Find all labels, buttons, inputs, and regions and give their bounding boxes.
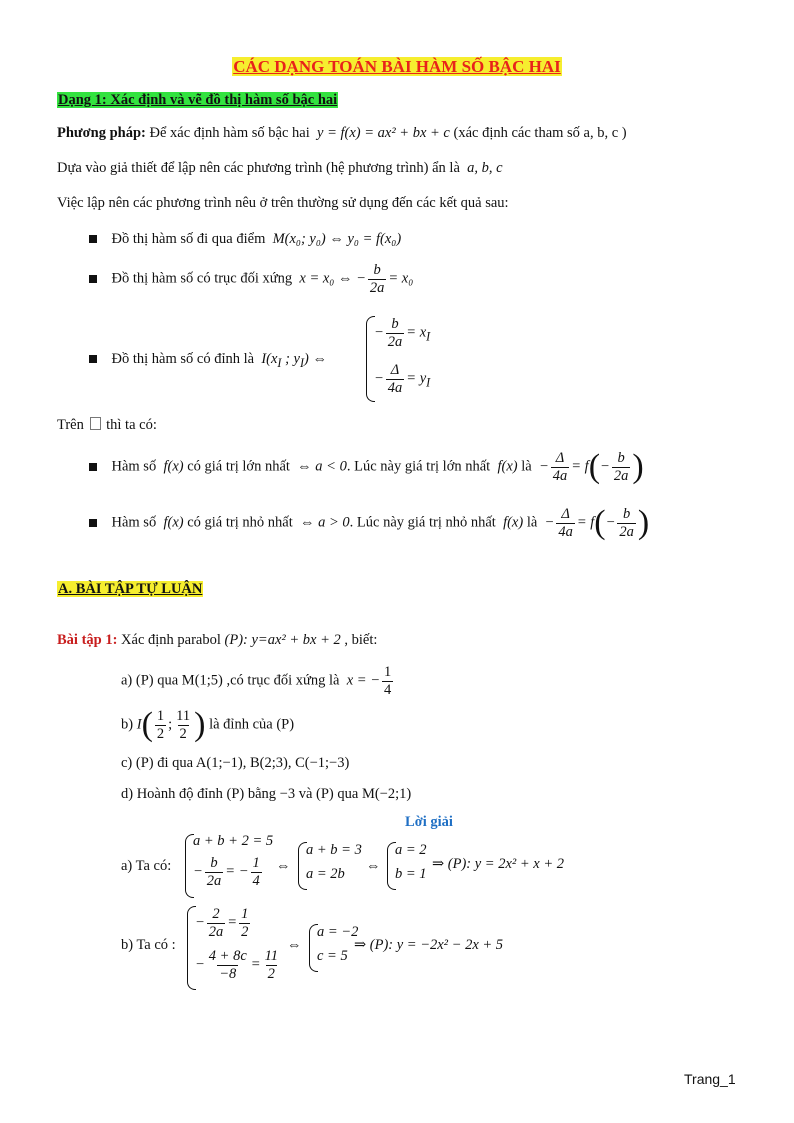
results-intro-line: Việc lập nên các phương trình nêu ở trên thường sử dụng đến các kết quả sau: xyxy=(57,195,509,211)
assumption-line: Dựa vào giả thiết để lập nên các phương trình (hệ phương trình) ẩn là a, b, c xyxy=(57,160,503,176)
bullet-axis-symmetry: Đồ thị hàm số có trục đối xứng x = x₀ ⇔ − $\frac{b}{2a}$ = x₀ xyxy=(89,262,413,296)
method-line: Phương pháp: Để xác định hàm số bậc hai y = f(x) = ax² + bx + c (xác định các tham số a, b, c ) xyxy=(57,125,627,141)
sol-a-eq-3: a + b = 3 xyxy=(306,842,362,858)
sol-a-eq-2: − $\frac{b}{2a}$ = − $\frac{1}{4}$ xyxy=(193,855,260,889)
bullet-max-value: Hàm số f(x) có giá trị lớn nhất ⇔ a < 0. Lúc này giá trị lớn nhất f(x) là − $\frac{\Delta}{4a}$ = f(− $\frac{b}{2a}$ ) xyxy=(89,450,644,484)
bullet-icon xyxy=(89,519,97,527)
equivalence-symbol: ⇔ xyxy=(276,858,291,874)
bullet-point-through: Đồ thị hàm số đi qua điểm M(x₀; y₀) ⇔ y₀ = f(x₀) xyxy=(89,231,401,248)
sol-a-result: ⇒ (P): y = 2x² + x + 2 xyxy=(432,856,565,872)
equivalence-symbol: ⇔ xyxy=(366,858,381,874)
section-heading-a: A. BÀI TẬP TỰ LUẬN xyxy=(58,581,203,597)
solution-b-label: b) Ta có : xyxy=(121,937,176,953)
page-title: CÁC DẠNG TOÁN BÀI HÀM SỐ BẬC HAI xyxy=(233,57,561,76)
solution-label: Lời giải xyxy=(405,814,453,830)
sol-b-result: ⇒ (P): y = −2x² − 2x + 5 xyxy=(354,937,504,953)
domain-line: Trên thì ta có: xyxy=(57,417,157,433)
page-number: Trang_1 xyxy=(684,1071,736,1087)
bullet-icon xyxy=(89,275,97,283)
bullet-icon xyxy=(89,355,97,363)
bullet-min-value: Hàm số f(x) có giá trị nhỏ nhất ⇔ a > 0. Lúc này giá trị nhỏ nhất f(x) là − $\frac{\Delta}{4a}$ = f(− $\frac{b}{2a}$ ) xyxy=(89,506,649,540)
exercise-1b: b) I( $\frac{1}{2}$ ; $\frac{11}{2}$ ) là đỉnh của (P) xyxy=(121,706,295,744)
bullet-icon xyxy=(89,235,97,243)
exercise-1-statement: Bài tập 1: Xác định parabol (P): y=ax² + bx + 2 , biết: xyxy=(57,632,378,648)
section-heading-dang1: Dạng 1: Xác định và vẽ đồ thị hàm số bậc hai xyxy=(58,92,338,108)
sol-b-eq-1: − $\frac{2}{2a}$ = $\frac{1}{2}$ xyxy=(195,906,249,940)
bullet-vertex: Đồ thị hàm số có đỉnh là $I(x_I$ ; $y_I$) ⇔ xyxy=(89,351,327,371)
sol-a-eq-1: a + b + 2 = 5 xyxy=(193,833,274,849)
vertex-eq-1: − $\frac{b}{2a}$ = $x_I$ xyxy=(374,316,431,350)
bullet-icon xyxy=(89,463,97,471)
equivalence-symbol: ⇔ xyxy=(287,937,302,953)
sol-a-eq-4: a = 2b xyxy=(306,866,345,882)
missing-glyph-icon xyxy=(90,417,101,430)
exercise-1c: c) (P) đi qua A(1;−1), B(2;3), C(−1;−3) xyxy=(121,755,350,771)
sol-a-eq-5: a = 2 xyxy=(395,842,427,858)
sol-b-eq-2: − $\frac{4 + 8c}{-8}$ = $\frac{11}{2}$ xyxy=(195,948,279,982)
exercise-1d: d) Hoành độ đỉnh (P) bằng −3 và (P) qua M(−2;1) xyxy=(121,786,412,802)
sol-b-eq-4: c = 5 xyxy=(317,948,348,964)
exercise-1a: a) (P) qua M(1;5) ,có trục đối xứng là x = − $\frac{1}{4}$ xyxy=(121,664,392,698)
sol-a-eq-6: b = 1 xyxy=(395,866,427,882)
solution-a-label: a) Ta có: xyxy=(121,858,172,874)
sol-b-eq-3: a = −2 xyxy=(317,924,359,940)
vertex-eq-2: − $\frac{\Delta}{4a}$ = $y_I$ xyxy=(374,362,431,396)
